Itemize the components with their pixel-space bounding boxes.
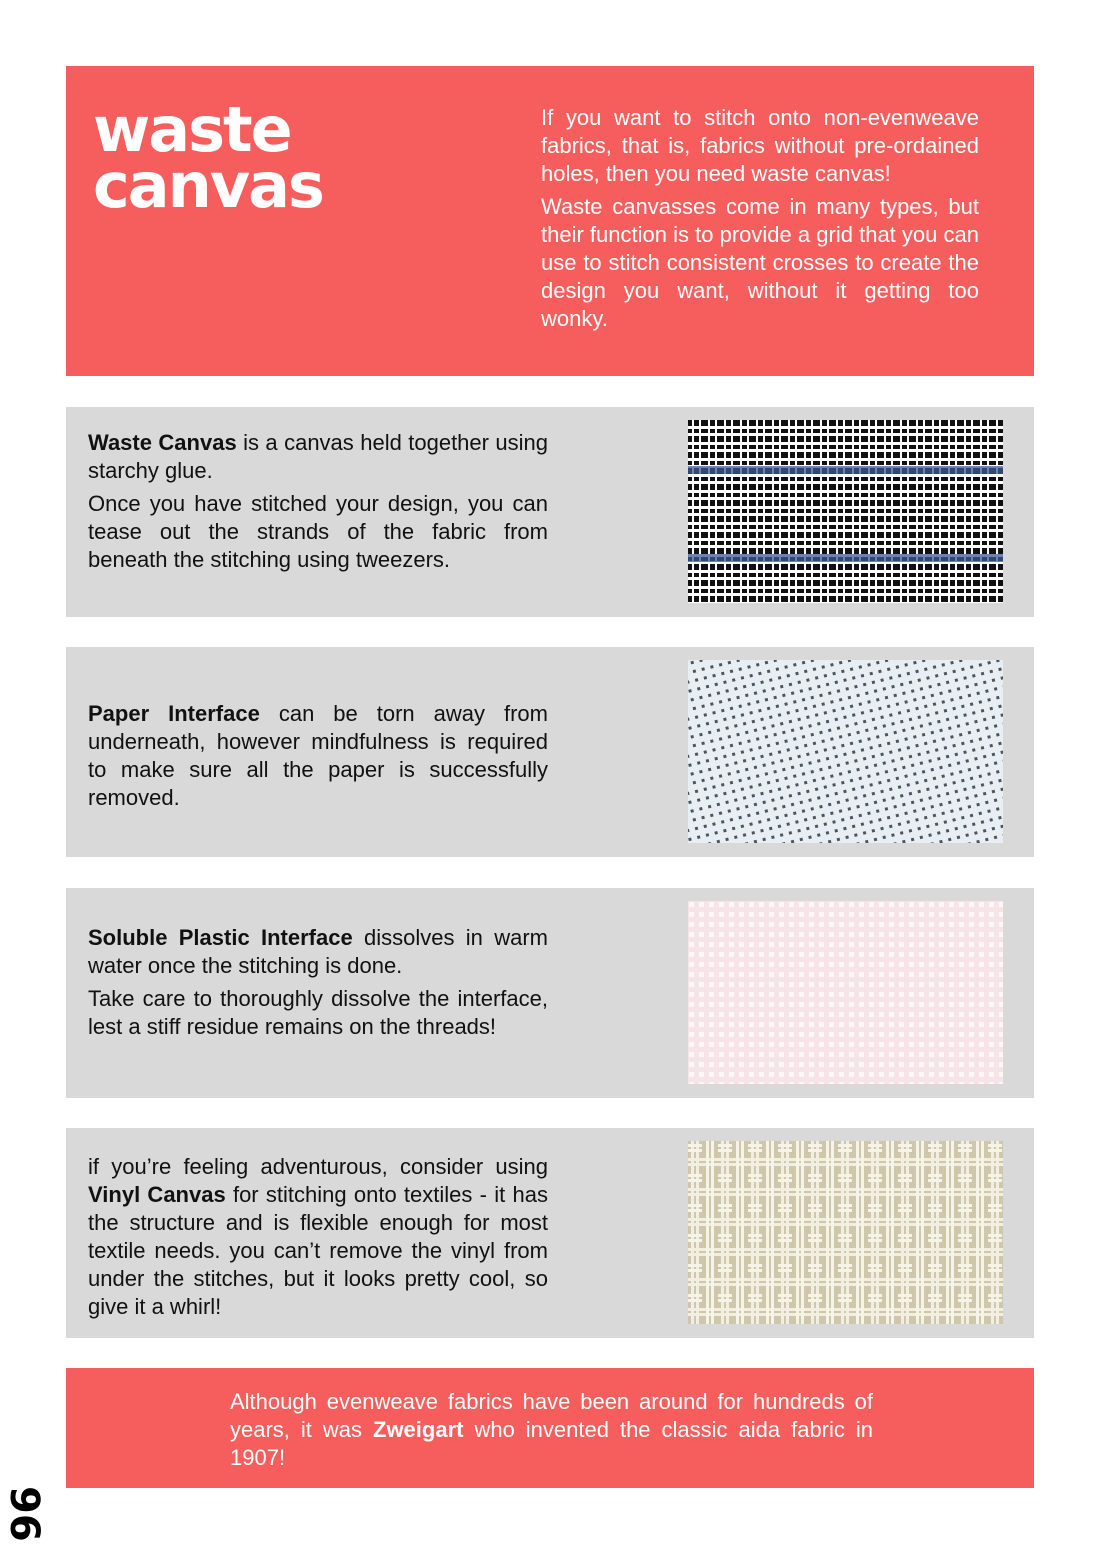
page-title: [93, 93, 323, 222]
term-paper-interface: Paper Interface: [88, 701, 260, 726]
card-vinyl-canvas-intro: if you’re feeling adventurous, consider using: [88, 1154, 548, 1179]
term-soluble-plastic-interface: Soluble Plastic Interface: [88, 925, 353, 950]
term-vinyl-canvas: Vinyl Canvas: [88, 1182, 226, 1207]
card-vinyl-canvas-paragraph-1: [88, 1153, 548, 1321]
footer-banner: [66, 1368, 1034, 1488]
card-soluble-plastic-paragraph-2: Take care to thoroughly dissolve the interface, lest a stiff residue remains on the threads!: [88, 986, 548, 1039]
card-paper-interface-desc: can be torn away from underneath, however mindfulness is required to make sure all the paper is successfully removed.: [88, 701, 548, 810]
card-paper-interface: [66, 647, 1034, 857]
page-number: 96: [1, 1486, 47, 1542]
card-vinyl-canvas-desc: for stitching onto textiles - it has the structure and is flexible enough for most textile needs. you can’t remove the vinyl from under the stitches, but it looks pretty cool, so give it a whirl!: [88, 1182, 548, 1319]
card-paper-interface-paragraph-1: [88, 700, 548, 812]
header-banner: [66, 66, 1034, 376]
card-soluble-plastic: [66, 888, 1034, 1098]
card-soluble-plastic-desc: dissolves in warm water once the stitching is done.: [88, 925, 549, 978]
card-vinyl-canvas-text: [88, 1153, 548, 1326]
card-waste-canvas-paragraph-1: [88, 429, 548, 485]
card-vinyl-canvas: [66, 1128, 1034, 1338]
title-line-1: waste: [93, 93, 291, 166]
card-waste-canvas-desc: is a canvas held together using starchy glue.: [88, 430, 548, 483]
card-waste-canvas-paragraph-2: Once you have stitched your design, you can tease out the strands of the fabric from beneath the stitching using tweezers.: [88, 491, 548, 572]
intro-text: [541, 104, 979, 338]
footer-fact-start: Although evenweave fabrics have been around for hundreds of years, it was: [230, 1389, 873, 1442]
soluble-plastic-image: [688, 901, 1003, 1084]
footer-fact-end: who invented the classic aida fabric in 1907!: [230, 1417, 874, 1470]
card-waste-canvas-text: [88, 429, 548, 579]
waste-canvas-image: [688, 420, 1003, 603]
vinyl-canvas-image: [688, 1141, 1003, 1324]
card-paper-interface-text: [88, 700, 548, 817]
footer-fact: [230, 1388, 873, 1472]
intro-paragraph-2: Waste canvasses come in many types, but their function is to provide a grid that you can use to stitch consistent crosses to create the design you want, without it getting too wonky.: [541, 194, 979, 331]
term-waste-canvas: Waste Canvas: [88, 430, 237, 455]
intro-paragraph-1: If you want to stitch onto non-evenweave fabrics, that is, fabrics without pre-ordained holes, then you need waste canvas!: [541, 105, 979, 186]
title-line-2: canvas: [93, 149, 323, 222]
footer-brand: Zweigart: [373, 1417, 464, 1442]
card-soluble-plastic-text: [88, 924, 548, 1046]
card-waste-canvas: [66, 407, 1034, 617]
card-soluble-plastic-paragraph-1: [88, 924, 548, 980]
paper-interface-image: [688, 660, 1003, 843]
